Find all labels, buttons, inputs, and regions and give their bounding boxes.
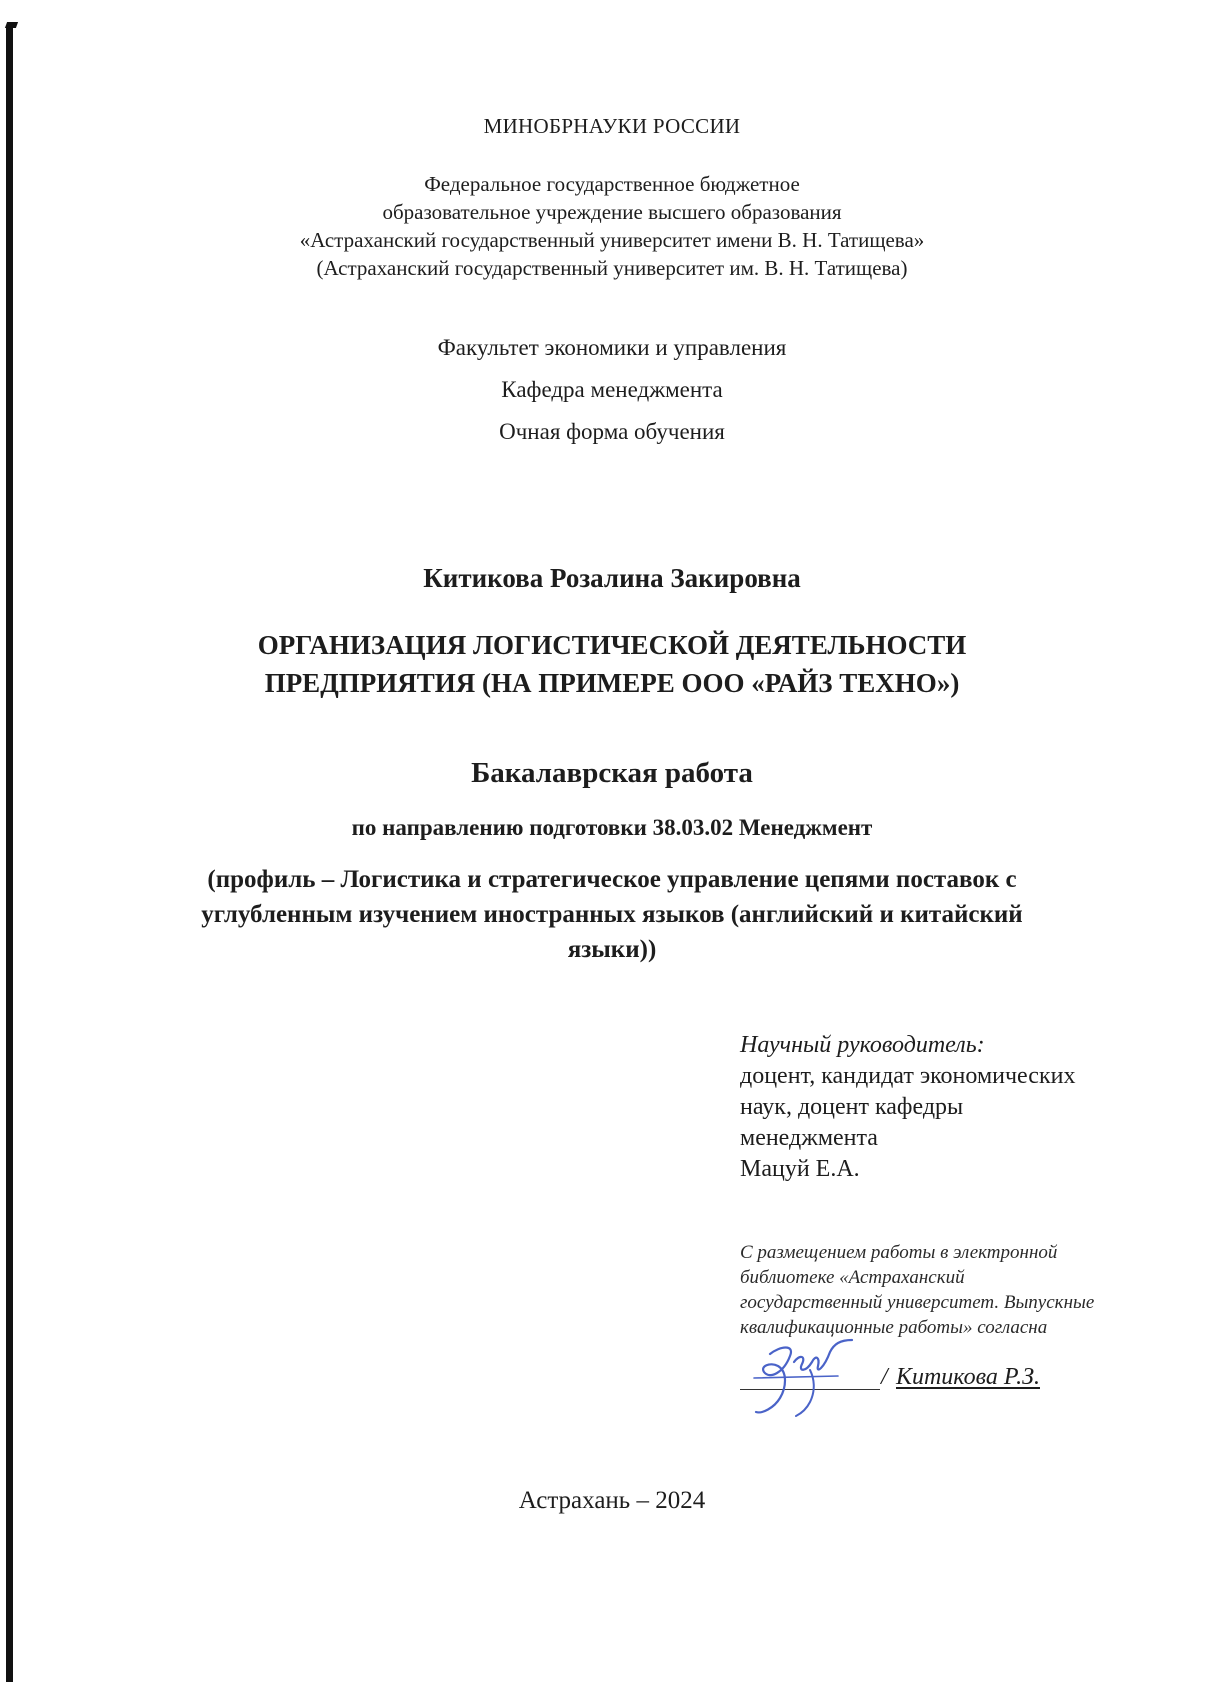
organization-line-2: образовательное учреждение высшего образования xyxy=(382,200,842,224)
ministry-name: МИНОБРНАУКИ РОССИИ xyxy=(483,114,741,138)
supervisor-line-2: наук, доцент кафедры xyxy=(740,1094,964,1120)
work-type: Бакалаврская работа xyxy=(471,757,753,789)
handwritten-signature xyxy=(740,1332,870,1422)
profile-line-3: языки)) xyxy=(567,936,657,963)
signer-name: Китикова Р.З. xyxy=(896,1364,1040,1390)
consent-line-1: С размещением работы в электронной xyxy=(740,1242,1058,1263)
supervisor-block xyxy=(740,1030,1075,1185)
supervisor-label: Научный руководитель: xyxy=(740,1032,985,1058)
faculty: Факультет экономики и управления xyxy=(437,335,787,360)
thesis-title-line-2: ПРЕДПРИЯТИЯ (НА ПРИМЕРЕ ООО «РАЙЗ ТЕХНО») xyxy=(264,668,960,698)
profile-line-2: углубленным изучением иностранных языков (английский и китайский xyxy=(201,901,1023,928)
scan-edge-cap xyxy=(5,22,18,28)
study-direction: по направлению подготовки 38.03.02 Менеджмент xyxy=(351,815,873,840)
signature-slash: / xyxy=(881,1364,888,1390)
consent-block xyxy=(740,1240,1094,1340)
department: Кафедра менеджмента xyxy=(501,377,723,402)
profile-line-1: (профиль – Логистика и стратегическое управление цепями поставок с xyxy=(207,866,1017,893)
consent-line-2: библиотеке «Астраханский xyxy=(740,1267,965,1288)
consent-line-4: квалификационные работы» согласна xyxy=(740,1317,1048,1338)
supervisor-name: Мацуй Е.А. xyxy=(740,1156,860,1182)
supervisor-line-3: менеджмента xyxy=(740,1125,878,1151)
city-year: Астрахань – 2024 xyxy=(518,1487,706,1514)
consent-line-3: государственный университет. Выпускные xyxy=(740,1292,1095,1313)
author-name: Китикова Розалина Закировна xyxy=(423,563,801,593)
organization-line-1: Федеральное государственное бюджетное xyxy=(424,172,800,196)
thesis-title-line-1: ОРГАНИЗАЦИЯ ЛОГИСТИЧЕСКОЙ ДЕЯТЕЛЬНОСТИ xyxy=(257,630,967,660)
organization-line-4: (Астраханский государственный университет им. В. Н. Татищева) xyxy=(316,256,908,280)
organization-line-3: «Астраханский государственный университет имени В. Н. Татищева» xyxy=(299,228,925,252)
study-form: Очная форма обучения xyxy=(499,419,725,444)
supervisor-line-1: доцент, кандидат экономических xyxy=(740,1063,1076,1089)
